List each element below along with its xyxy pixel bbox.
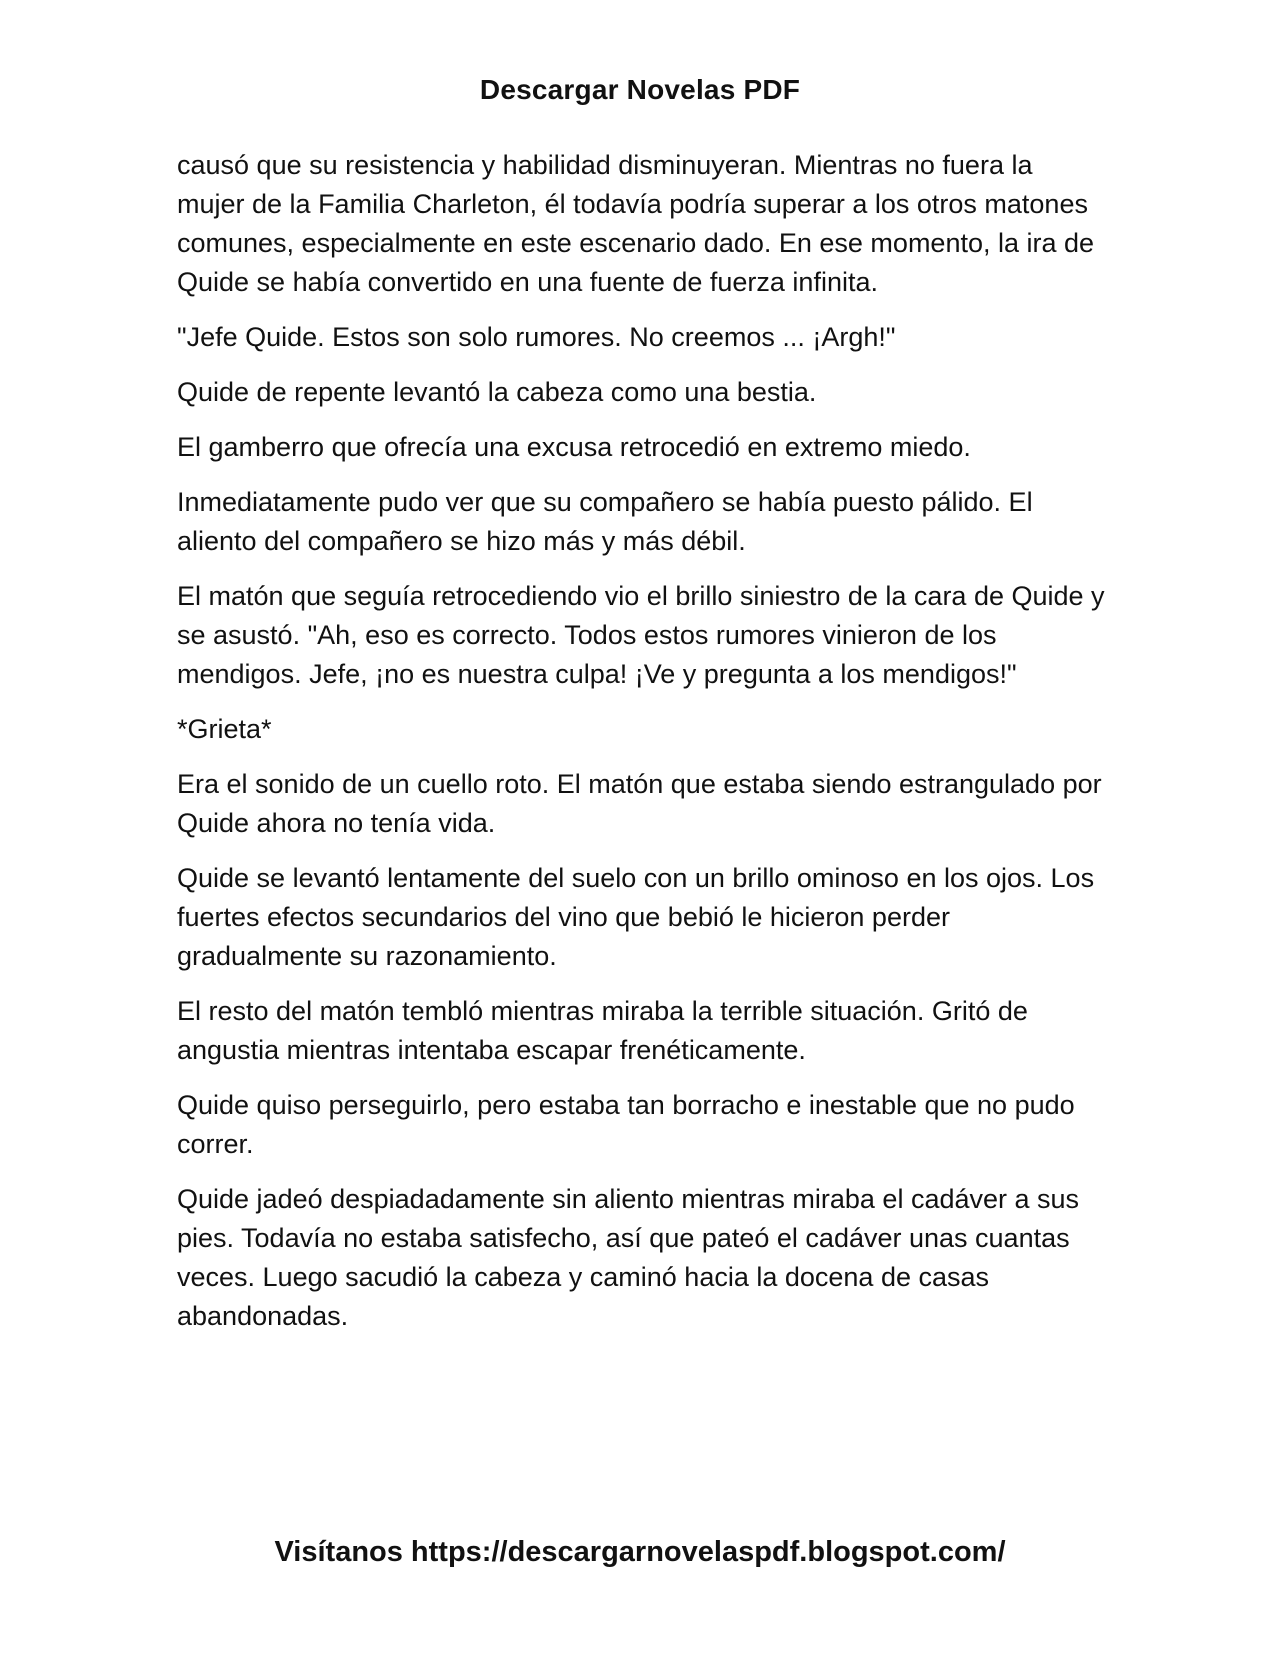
paragraph: Quide se levantó lentamente del suelo con un brillo ominoso en los ojos. Los fuertes efectos secundarios del vino que bebió le hicieron perder gradualmente su razonamiento. <box>177 863 1095 971</box>
paragraph: causó que su resistencia y habilidad disminuyeran. Mientras no fuera la mujer de la Familia Charleton, él todavía podría superar a los otros matones comunes, especialmente en este escenario dado. En ese momento, la ira de Quide se había convertido en una fuente de fuerza infinita. <box>177 150 1095 297</box>
paragraph: El matón que seguía retrocediendo vio el brillo siniestro de la cara de Quide y se asustó. "Ah, eso es correcto. Todos estos rumores vinieron de los mendigos. Jefe, ¡no es nuestra culpa! ¡Ve y pregunta a los mendigos!" <box>177 581 1105 689</box>
page-header-title: Descargar Novelas PDF <box>479 74 801 105</box>
document-body <box>177 146 1107 1352</box>
paragraph: Quide de repente levantó la cabeza como una bestia. <box>177 377 817 407</box>
paragraph: El resto del matón tembló mientras miraba la terrible situación. Gritó de angustia mientras intentaba escapar frenéticamente. <box>177 996 1028 1065</box>
paragraph: Era el sonido de un cuello roto. El matón que estaba siendo estrangulado por Quide ahora no tenía vida. <box>177 769 1102 838</box>
paragraph: "Jefe Quide. Estos son solo rumores. No creemos ... ¡Argh!" <box>177 322 896 352</box>
paragraph: El gamberro que ofrecía una excusa retrocedió en extremo miedo. <box>177 432 971 462</box>
paragraph: *Grieta* <box>177 714 272 744</box>
paragraph: Inmediatamente pudo ver que su compañero se había puesto pálido. El aliento del compañero se hizo más y más débil. <box>177 487 1033 556</box>
page-footer-link-text: Visítanos https://descargarnovelaspdf.blogspot.com/ <box>274 1536 1006 1568</box>
paragraph: Quide quiso perseguirlo, pero estaba tan borracho e inestable que no pudo correr. <box>177 1090 1075 1159</box>
paragraph: Quide jadeó despiadadamente sin aliento mientras miraba el cadáver a sus pies. Todavía no estaba satisfecho, así que pateó el cadáver unas cuantas veces. Luego sacudió la cabeza y caminó hacia la docena de casas abandonadas. <box>177 1184 1080 1331</box>
